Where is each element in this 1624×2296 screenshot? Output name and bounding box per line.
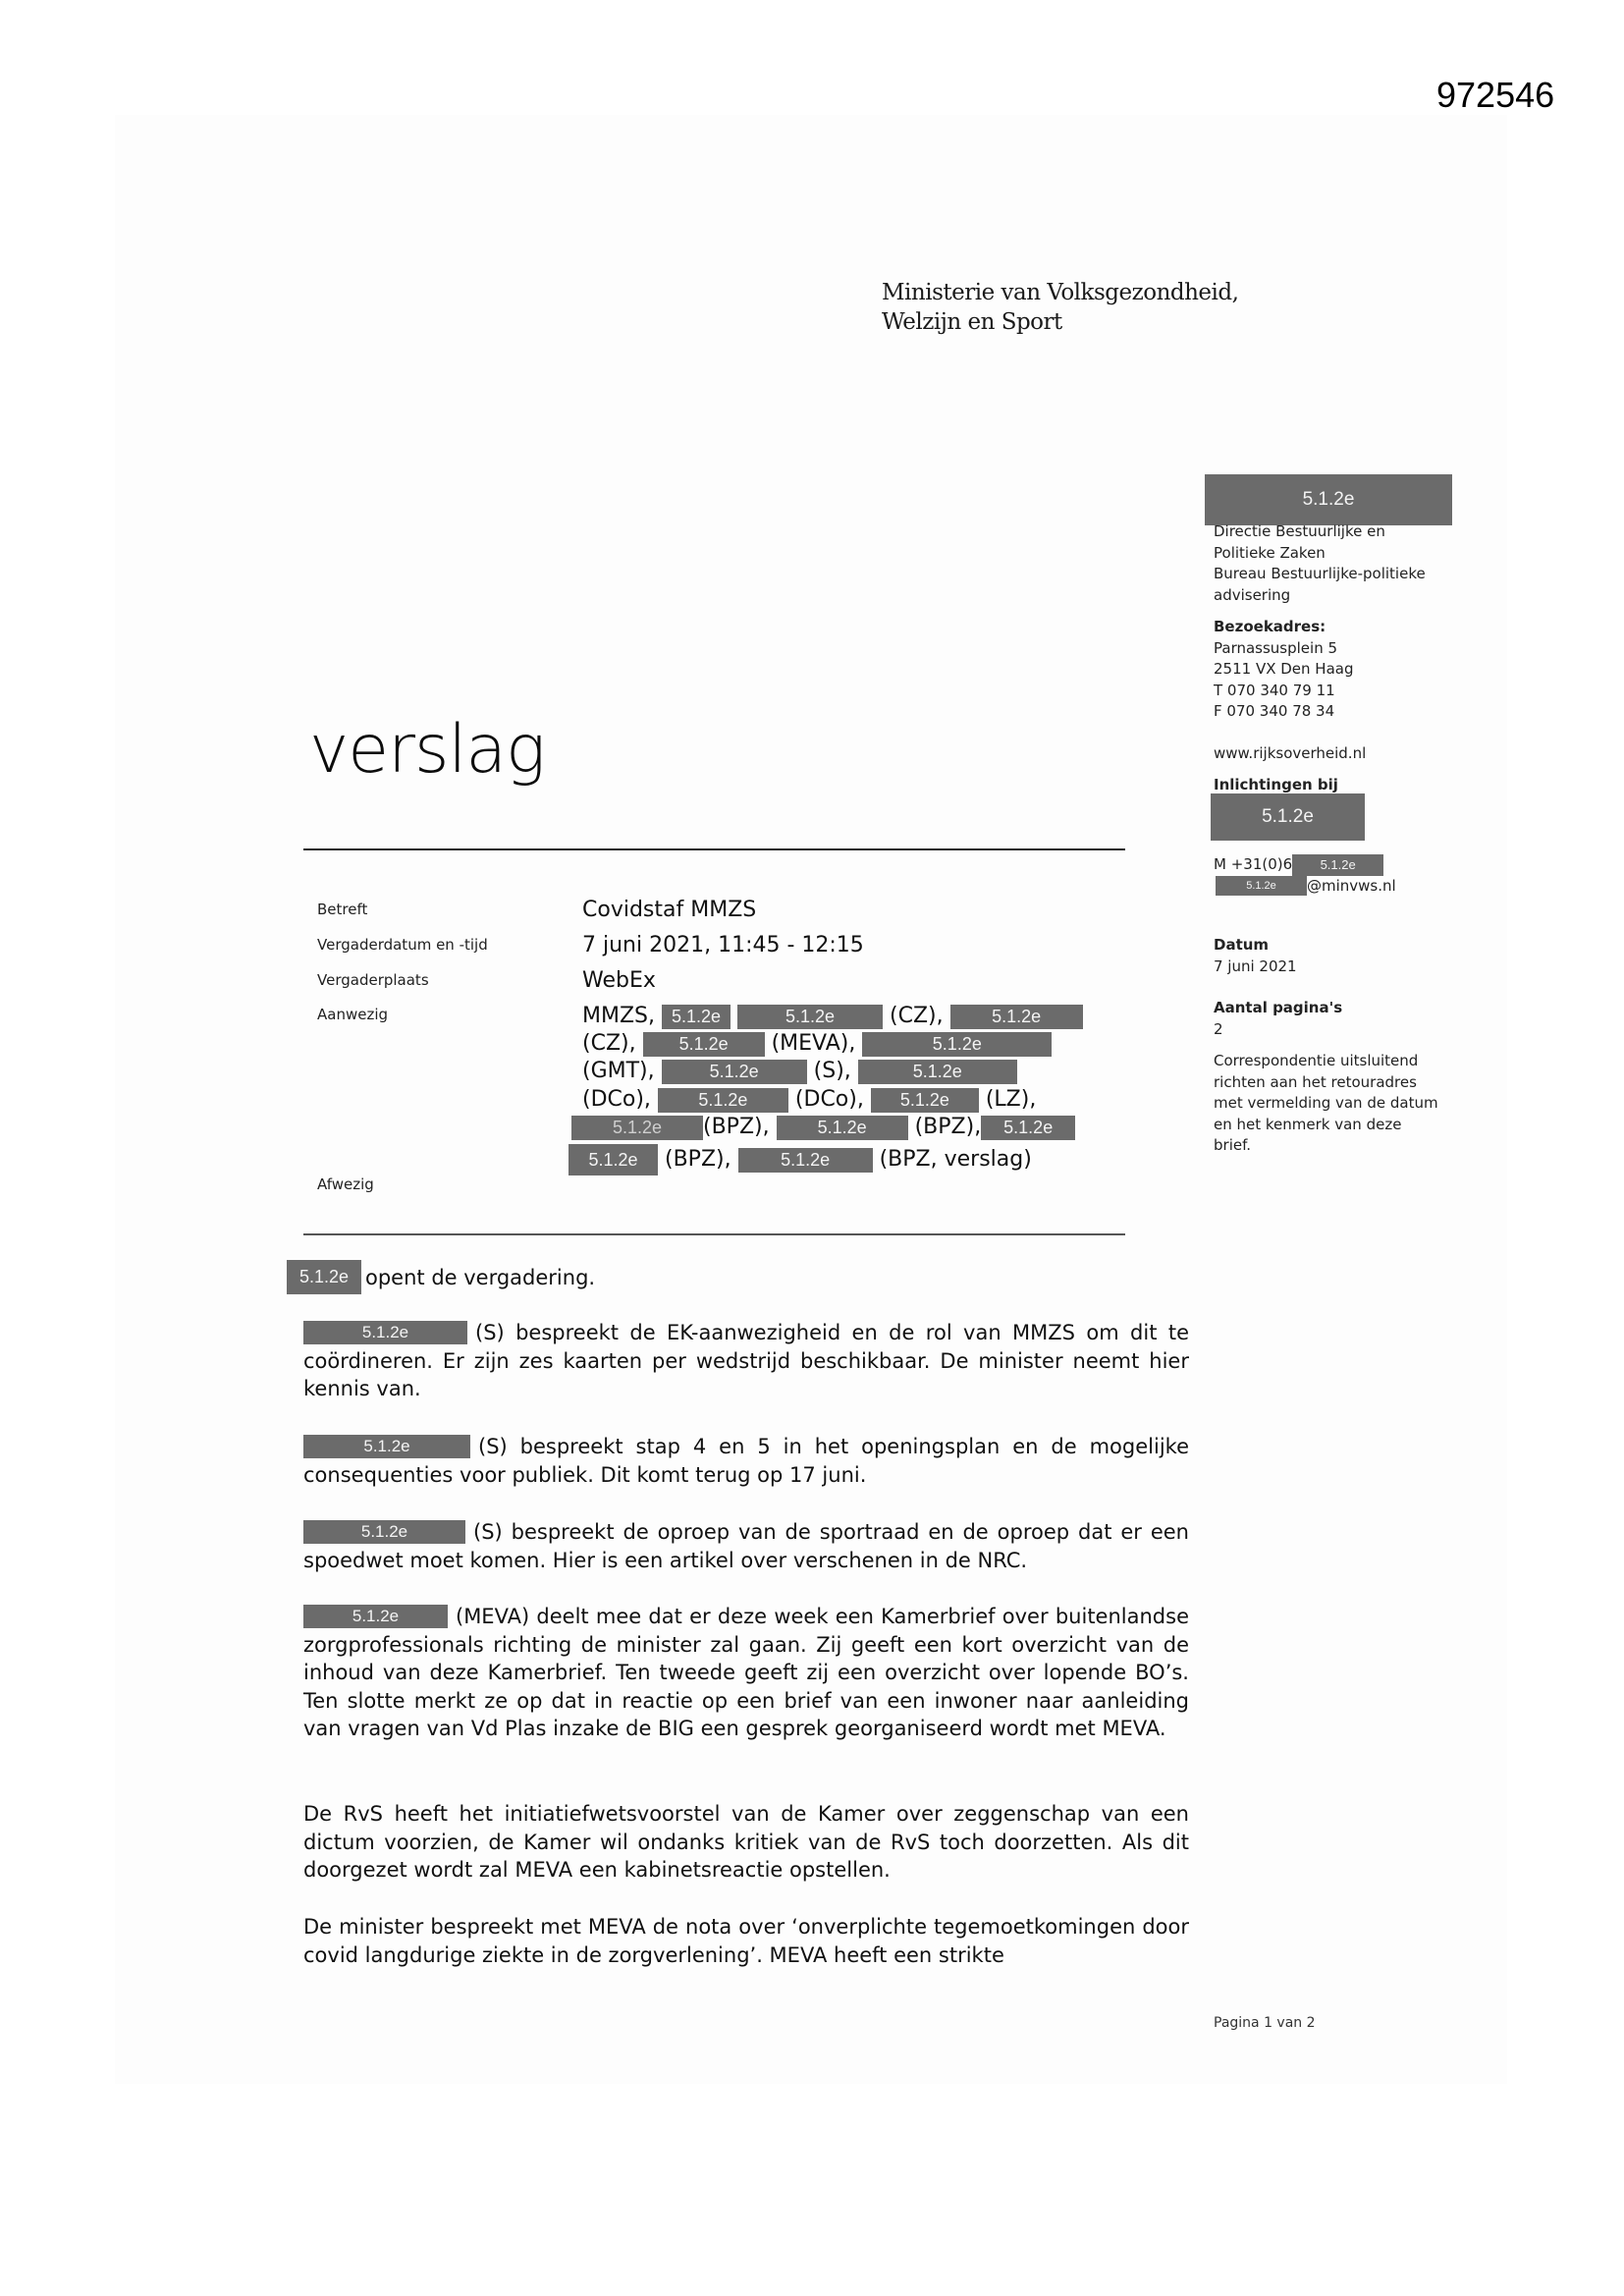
paragraph-ek-attendance	[303, 1319, 1189, 1403]
paragraph-minister-nota: De minister bespreekt met MEVA de nota over ‘onverplichte tegemoetkomingen door covid langdurige ziekte in de zorgverlening’. MEVA heeft een strikte	[303, 1915, 1189, 1967]
attendee-org: (BPZ),	[914, 1115, 982, 1139]
attendee-org: (CZ),	[582, 1031, 636, 1056]
redacted-name: 5.1.2e	[658, 1088, 788, 1113]
note-line: brief.	[1214, 1136, 1252, 1154]
redacted-sender: 5.1.2e	[1205, 474, 1452, 525]
mobile-prefix: M +31(0)6	[1214, 855, 1293, 873]
redacted-email-user: 5.1.2e	[1216, 876, 1307, 896]
attendee-org: (MEVA),	[771, 1031, 856, 1056]
meeting-subject: Covidstaf MMZS	[582, 898, 757, 922]
meeting-datetime: 7 juni 2021, 11:45 - 12:15	[582, 933, 864, 957]
redacted-name: 5.1.2e	[571, 1116, 703, 1140]
document-title: verslag	[309, 711, 545, 789]
redacted-name: 5.1.2e	[858, 1060, 1017, 1084]
attendee-org: (CZ),	[890, 1004, 944, 1028]
attendee-org: (BPZ),	[665, 1147, 731, 1172]
label-present: Aanwezig	[317, 1006, 389, 1023]
paragraph-opening	[287, 1260, 1172, 1294]
attendees-line	[568, 1144, 1032, 1172]
visit-heading: Bezoekadres:	[1214, 618, 1326, 635]
attendees-line	[582, 1058, 1017, 1085]
redacted-name: 5.1.2e	[303, 1435, 470, 1458]
note-line: met vermelding van de datum	[1214, 1094, 1438, 1112]
attendee-org: (S),	[813, 1059, 851, 1083]
email-line	[1216, 876, 1500, 898]
paragraph-text: (S) bespreekt de EK-aanwezigheid en de rol van MMZS om dit te coördineren. Er zijn zes kaarten per wedstrijd beschikbaar. De minister neemt hier kennis van.	[303, 1321, 1189, 1400]
attendee-org: (LZ),	[985, 1087, 1037, 1112]
paragraph-sportraad	[303, 1518, 1189, 1574]
info-heading: Inlichtingen bij	[1214, 776, 1338, 793]
redacted-name: 5.1.2e	[287, 1260, 361, 1294]
sidebar-date	[1214, 935, 1498, 977]
paragraph-openingsplan	[303, 1433, 1189, 1489]
redacted-contact-name: 5.1.2e	[1211, 793, 1365, 841]
redacted-name: 5.1.2e	[662, 1005, 731, 1029]
note-line: richten aan het retouradres	[1214, 1072, 1417, 1091]
redacted-name: 5.1.2e	[568, 1144, 658, 1175]
address-line: Parnassusplein 5	[1214, 638, 1338, 657]
redacted-name: 5.1.2e	[643, 1032, 765, 1057]
website-link[interactable]: www.rijksoverheid.nl	[1214, 744, 1367, 762]
redacted-name: 5.1.2e	[950, 1005, 1083, 1029]
redacted-name: 5.1.2e	[662, 1060, 807, 1084]
email-domain[interactable]: @minvws.nl	[1307, 877, 1396, 895]
page-number: Pagina 1 van 2	[1214, 2015, 1316, 2031]
ministry-line-1: Ministerie van Volksgezondheid,	[882, 280, 1239, 305]
redacted-name: 5.1.2e	[871, 1088, 979, 1113]
phone-line: T 070 340 79 11	[1214, 681, 1335, 699]
sidebar-pages	[1214, 998, 1498, 1040]
paragraph-text: (S) bespreekt stap 4 en 5 in het openingsplan en de mogelijke consequenties voor publiek. Dit komt terug op 17 juni.	[303, 1435, 1189, 1487]
redacted-name: 5.1.2e	[737, 1005, 883, 1029]
paragraph-text: (MEVA) deelt mee dat er deze week een Kamerbrief over buitenlandse zorgprofessionals richting de minister zal gaan. Zij geeft een kort overzicht van de inhoud van deze Kamerbrief. Ten tweede geeft zij een overzicht over lopende BO’s. Ten slotte merkt ze op dat in reactie op een brief van een inwoner naar aanleiding van vragen van Vd Plas inzake de BIG een gesprek georganiseerd wordt met MEVA.	[303, 1605, 1189, 1740]
fax-line: F 070 340 78 34	[1214, 702, 1335, 720]
pages-heading: Aantal pagina's	[1214, 999, 1343, 1016]
attendee-org: (BPZ),	[703, 1115, 770, 1139]
mobile-line	[1214, 854, 1498, 876]
attendee-org: (DCo),	[794, 1087, 864, 1112]
sidebar-department	[1214, 521, 1498, 606]
redacted-name: 5.1.2e	[738, 1148, 873, 1173]
ministry-line-2: Welzijn en Sport	[882, 309, 1062, 335]
redacted-name: 5.1.2e	[303, 1321, 467, 1344]
bottom-divider	[303, 1233, 1125, 1235]
attendees-line	[582, 1030, 1052, 1058]
redacted-mobile: 5.1.2e	[1292, 854, 1383, 876]
department-line: Directie Bestuurlijke en	[1214, 522, 1385, 540]
label-datetime: Vergaderdatum en -tijd	[317, 936, 488, 954]
top-divider	[303, 848, 1125, 850]
redacted-name: 5.1.2e	[862, 1032, 1052, 1057]
paragraph-meva-kamerbrief	[303, 1603, 1189, 1743]
label-absent: Afwezig	[317, 1175, 374, 1193]
attendee-org: MMZS,	[582, 1004, 655, 1028]
redacted-name: 5.1.2e	[981, 1116, 1075, 1140]
department-line: advisering	[1214, 585, 1291, 604]
department-line: Bureau Bestuurlijke-politieke	[1214, 565, 1426, 582]
paragraph-text: opent de vergadering.	[365, 1266, 596, 1289]
label-location: Vergaderplaats	[317, 971, 429, 989]
redacted-name: 5.1.2e	[777, 1116, 908, 1140]
attendees-line	[582, 1086, 1036, 1114]
paragraph-rvs: De RvS heeft het initiatiefwetsvoorstel van de Kamer over zeggenschap van een dictum voorzien, de Kamer wil ondanks kritiek van de RvS toch doorzetten. Als dit doorgezet wordt zal MEVA een kabinetsreactie opstellen.	[303, 1802, 1189, 1882]
attendee-org: (BPZ, verslag)	[879, 1147, 1032, 1172]
ministry-name	[882, 278, 1238, 337]
meeting-location: WebEx	[582, 968, 656, 993]
sidebar-visit-address	[1214, 617, 1498, 723]
document-number: 972546	[1436, 75, 1555, 115]
pages-value: 2	[1214, 1019, 1223, 1038]
redacted-name: 5.1.2e	[303, 1605, 448, 1628]
correspondence-note	[1214, 1051, 1498, 1157]
attendees-line	[582, 1003, 1083, 1030]
date-heading: Datum	[1214, 936, 1270, 954]
label-subject: Betreft	[317, 901, 368, 918]
address-line: 2511 VX Den Haag	[1214, 660, 1354, 678]
paragraph-text: (S) bespreekt de oproep van de sportraad en de oproep dat er een spoedwet moet komen. Hier is een artikel over verschenen in de NRC.	[303, 1520, 1189, 1572]
note-line: Correspondentie uitsluitend	[1214, 1052, 1419, 1069]
attendees-line	[571, 1114, 1075, 1141]
note-line: en het kenmerk van deze	[1214, 1115, 1402, 1133]
date-value: 7 juni 2021	[1214, 957, 1297, 975]
attendee-org: (DCo),	[582, 1087, 651, 1112]
redacted-name: 5.1.2e	[303, 1520, 465, 1544]
attendee-org: (GMT),	[582, 1059, 655, 1083]
department-line: Politieke Zaken	[1214, 543, 1326, 562]
